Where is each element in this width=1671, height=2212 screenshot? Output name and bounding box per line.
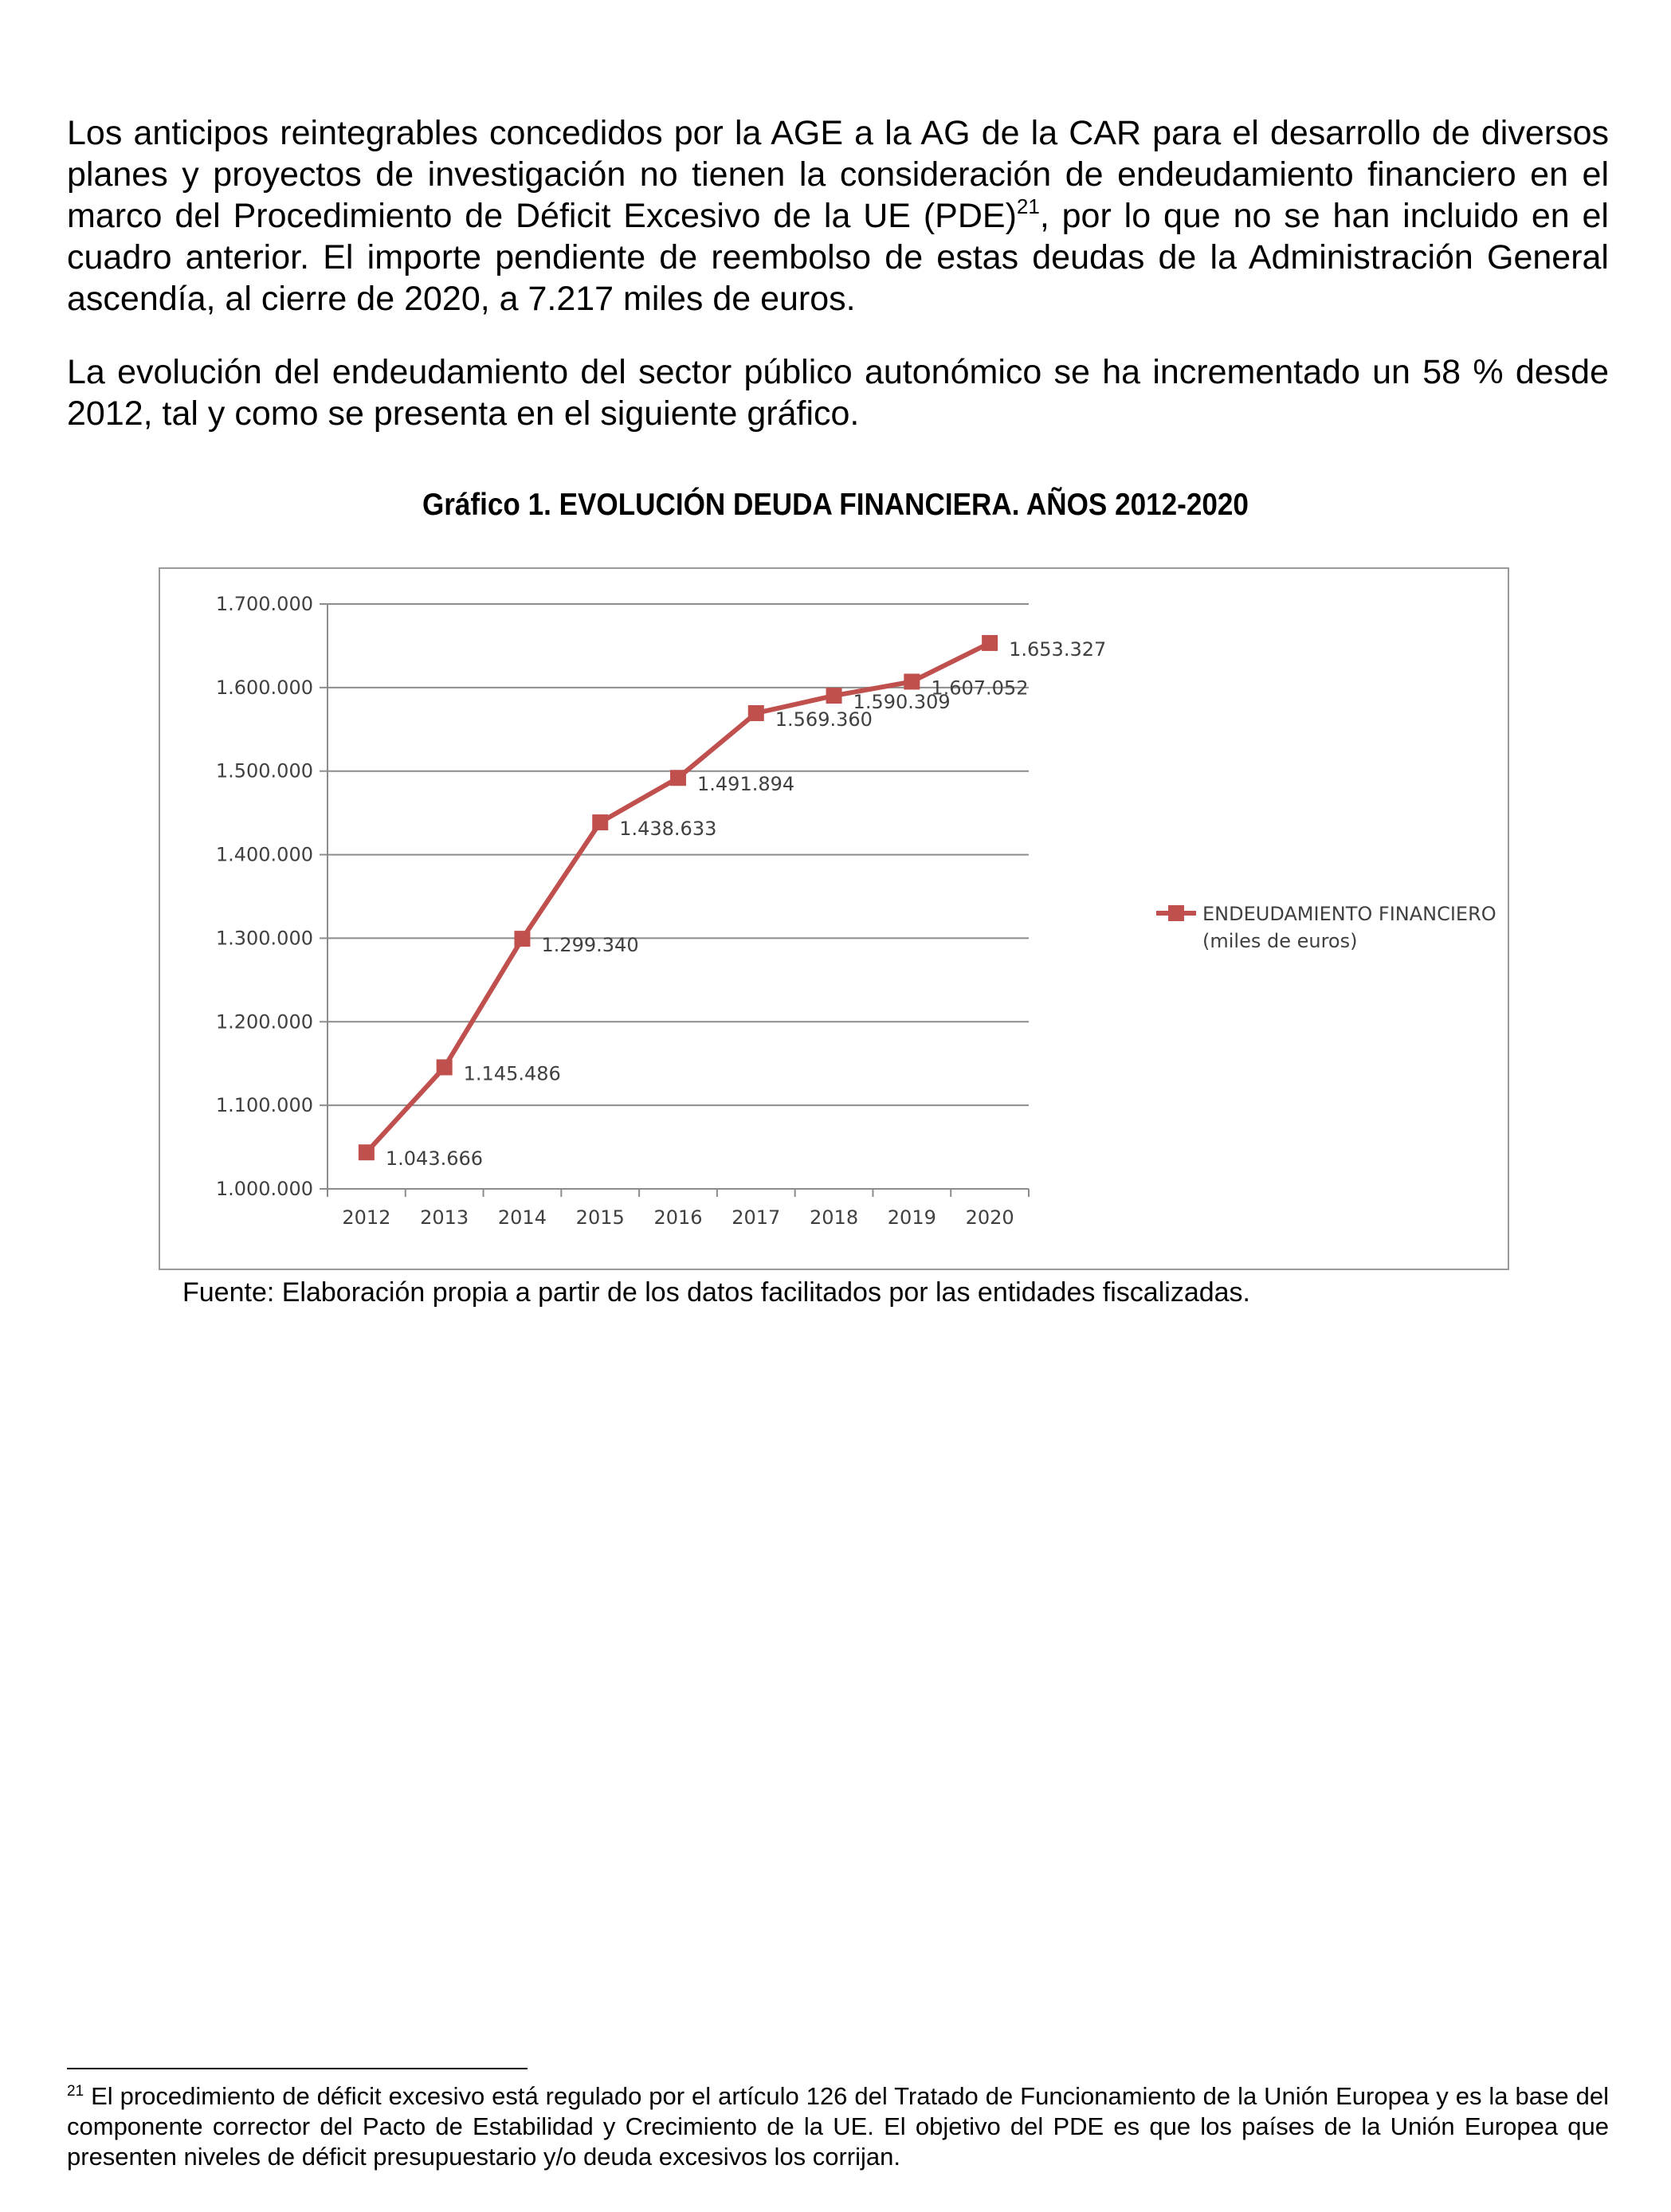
footnote-number: 21: [67, 2083, 84, 2100]
data-point-marker: [826, 688, 842, 704]
y-tick-label: 1.400.000: [215, 843, 313, 866]
paragraph-anticipos: [67, 112, 1609, 320]
x-tick-label: 2016: [653, 1206, 703, 1229]
series-line: [367, 643, 990, 1152]
footnote-reference[interactable]: 21: [1016, 194, 1040, 218]
legend-label-units: (miles de euros): [1202, 930, 1358, 952]
x-tick-label: 2018: [810, 1206, 859, 1229]
x-tick-label: 2015: [575, 1206, 625, 1229]
footnote-text: El procedimiento de déficit excesivo está regulado por el artículo 126 del Tratado de Funcionamiento de la Unión Europea y es la base del componente corrector del Pacto de Estabilidad y Crecimiento de la UE. El objetivo del PDE es que los países de la Unión Europea que presenten niveles de déficit presupuestario y/o deuda excesivos los corrijan.: [67, 2082, 1609, 2171]
data-point-marker: [437, 1059, 453, 1075]
data-point-marker: [982, 635, 998, 651]
footnote-separator: [67, 2068, 528, 2069]
y-tick-label: 1.100.000: [215, 1094, 313, 1117]
y-tick-label: 1.600.000: [215, 676, 313, 699]
x-tick-label: 2012: [342, 1206, 391, 1229]
paragraph-evolucion: La evolución del endeudamiento del sector público autonómico se ha incrementado un 58 % desde 2012, tal y como se presenta en el siguiente gráfico.: [67, 353, 1609, 433]
data-label: 1.299.340: [541, 934, 639, 957]
y-tick-label: 1.200.000: [215, 1010, 313, 1033]
paragraph-anticipos-part1: Los anticipos reintegrables concedidos por la AGE a la AG de la CAR para el desarrollo de diversos planes y proyectos de investigación no tienen la consideración de endeudamiento financiero en el marco del Procedimiento de Déficit Excesivo de la UE (PDE): [67, 114, 1609, 235]
data-point-marker: [514, 931, 530, 947]
data-point-marker: [592, 814, 608, 830]
data-label: 1.607.052: [931, 677, 1029, 700]
legend-marker: [1168, 905, 1184, 921]
paragraph-anticipos-part2: , por lo que no se han incluido en el cuadro anterior. El importe pendiente de reembolso de estas deudas de la Administración General ascendía, al cierre de 2020, a 7.217 miles de euros.: [67, 197, 1609, 318]
chart-container: [159, 567, 1509, 1270]
data-point-marker: [904, 673, 920, 689]
legend-label: ENDEUDAMIENTO FINANCIERO: [1202, 903, 1496, 925]
data-label: 1.043.666: [385, 1147, 484, 1171]
data-label: 1.491.894: [697, 773, 795, 796]
x-tick-label: 2020: [965, 1206, 1014, 1229]
debt-line-chart: [160, 569, 1508, 1269]
data-label: 1.569.360: [775, 708, 873, 731]
x-tick-label: 2019: [887, 1206, 936, 1229]
footnote: [67, 2081, 1609, 2172]
y-tick-label: 1.500.000: [215, 759, 313, 782]
data-point-marker: [748, 705, 764, 721]
y-tick-label: 1.000.000: [215, 1178, 313, 1200]
y-tick-label: 1.300.000: [215, 927, 313, 950]
chart-title: Gráfico 1. EVOLUCIÓN DEUDA FINANCIERA. AÑOS 2012-2020: [422, 488, 1249, 522]
data-point-marker: [359, 1144, 375, 1160]
data-label: 1.145.486: [463, 1062, 561, 1085]
data-label: 1.653.327: [1009, 637, 1107, 661]
data-label: 1.438.633: [619, 818, 717, 841]
data-point-marker: [670, 770, 686, 786]
chart-source: Fuente: Elaboración propia a partir de los datos facilitados por las entidades fiscalizadas.: [182, 1277, 1250, 1308]
x-tick-label: 2014: [497, 1206, 547, 1229]
y-tick-label: 1.700.000: [215, 593, 313, 615]
data-label: 1.590.309: [853, 691, 951, 714]
x-tick-label: 2013: [420, 1206, 469, 1229]
x-tick-label: 2017: [732, 1206, 781, 1229]
